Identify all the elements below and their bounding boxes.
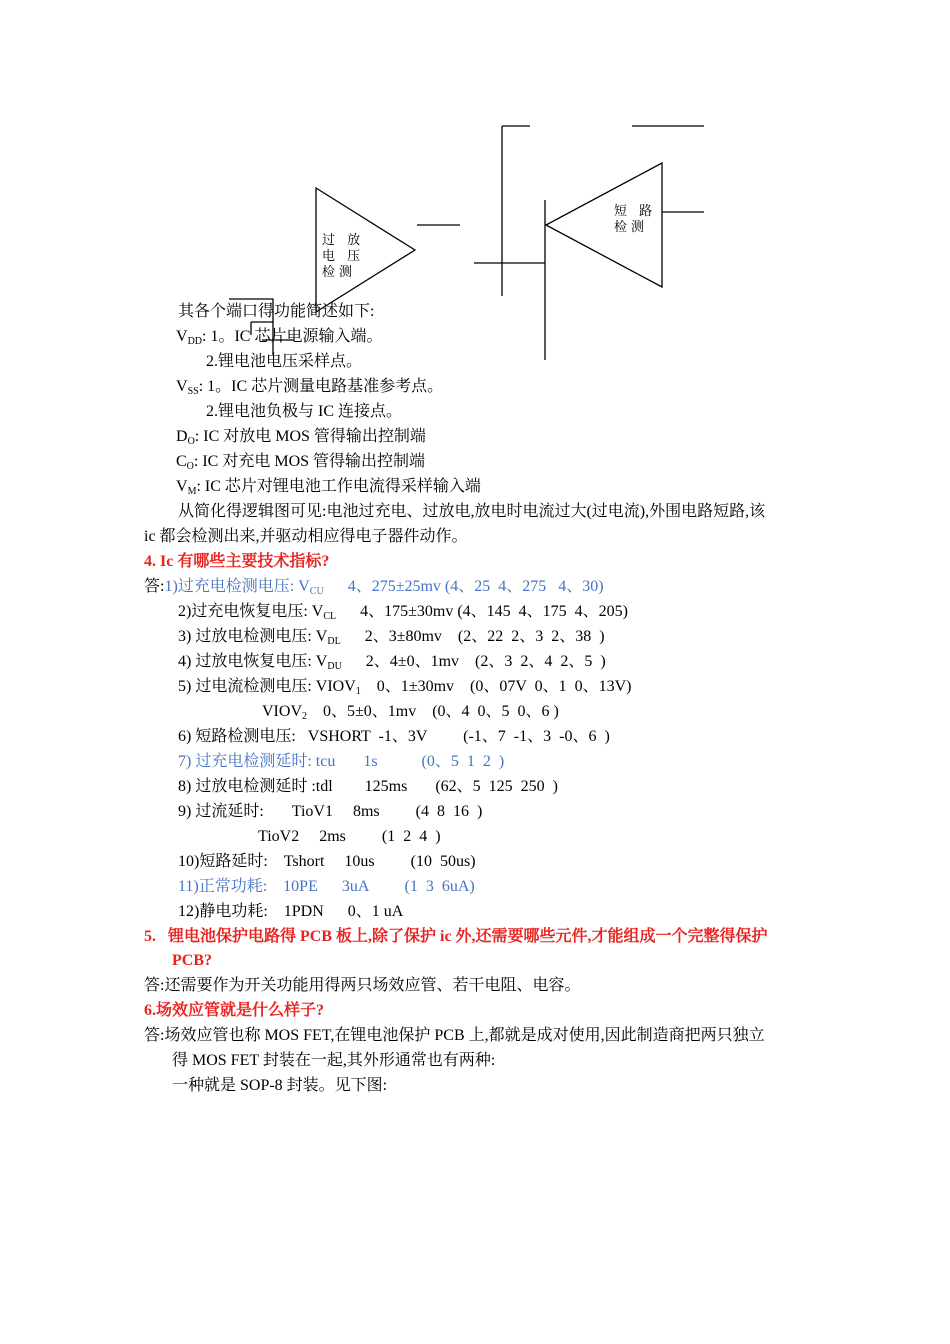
port-vss-2: 2.锂电池负极与 IC 连接点。 <box>206 403 403 420</box>
q4-item-5: 5) 过电流检测电压: $VIOV_1$ 0、1±30mv (0、07V 0、1 0、13V) <box>178 678 632 697</box>
q5-answer: 答:还需要作为开关功能用得两只场效应管、若干电阻、电容。 <box>144 977 581 994</box>
block-diagram <box>0 0 950 380</box>
q4-item-3: 3) 过放电检测电压: $V_{DL}$ 2、3±80mv (2、22 2、3 2、38 ) <box>178 628 605 647</box>
q4-item-1: 答:1)过充电检测电压: $V_{CU}$ 4、275±25mv (4、25 4、275 4、30) <box>144 578 604 597</box>
port-vdd-2: 2.锂电池电压采样点。 <box>206 353 363 370</box>
port-vm: $V_M$: IC 芯片对锂电池工作电流得采样输入端 <box>176 478 481 497</box>
port-vdd: $V_{DD}$: 1。IC 芯片电源输入端。 <box>176 328 383 347</box>
overdischarge-label-1: 过 放 <box>322 233 365 248</box>
q4-item-4: 4) 过放电恢复电压: $V_{DU}$ 2、4±0、1mv (2、3 2、4 2、5 ) <box>178 653 606 672</box>
q6-answer-1: 答:场效应管也称 MOS FET,在锂电池保护 PCB 上,都就是成对使用,因此制造商把两只独立 <box>144 1027 765 1044</box>
short-label-2: 检测 <box>614 220 649 235</box>
overdischarge-label-3: 检测 <box>322 265 357 280</box>
summary-line-2: ic 都会检测出来,并驱动相应得电子器件动作。 <box>144 528 468 545</box>
q5-heading-1: 5. 锂电池保护电路得 PCB 板上,除了保护 ic 外,还需要哪些元件,才能组成一个完整得保护 <box>144 928 768 945</box>
q4-heading: 4. Ic 有哪些主要技术指标? <box>144 553 330 570</box>
q4-item-5b: $VIOV_2$ 0、5±0、1mv (0、4 0、5 0、6 ) <box>262 703 559 722</box>
summary-line-1: 从简化得逻辑图可见:电池过充电、过放电,放电时电流过大(过电流),外围电路短路,该 <box>178 503 766 520</box>
q4-item-9b: TioV2 2ms (1 2 4 ) <box>258 828 441 845</box>
q4-item-8: 8) 过放电检测延时 :tdl 125ms (62、5 125 250 ) <box>178 778 558 795</box>
q4-item-6: 6) 短路检测电压: VSHORT -1、3V (-1、7 -1、3 -0、6 ) <box>178 728 610 745</box>
port-vss: $V_{SS}$: 1。IC 芯片测量电路基准参考点。 <box>176 378 444 397</box>
q6-answer-2: 得 MOS FET 封装在一起,其外形通常也有两种: <box>172 1052 496 1069</box>
intro-text: 其各个端口得功能简述如下: <box>178 303 375 320</box>
q4-item-2: 2)过充电恢复电压: $V_{CL}$ 4、175±30mv (4、145 4、175 4、205) <box>178 603 629 622</box>
overdischarge-label-2: 电 压 <box>322 249 365 264</box>
q4-item-11: 11)正常功耗: 10PE 3uA (1 3 6uA) <box>178 878 475 895</box>
short-label-1: 短 路 <box>614 204 657 219</box>
q6-answer-3: 一种就是 SOP-8 封装。见下图: <box>172 1077 388 1094</box>
port-do: $D_O$: IC 对放电 MOS 管得输出控制端 <box>176 428 426 447</box>
q5-heading-2: PCB? <box>172 952 212 969</box>
q4-item-10: 10)短路延时: Tshort 10us (10 50us) <box>178 853 476 870</box>
q4-item-12: 12)静电功耗: 1PDN 0、1 uA <box>178 903 404 920</box>
port-co: $C_O$: IC 对充电 MOS 管得输出控制端 <box>176 453 426 472</box>
q4-item-7: 7) 过充电检测延时: tcu 1s (0、5 1 2 ) <box>178 753 505 770</box>
q6-heading: 6.场效应管就是什么样子? <box>144 1002 325 1019</box>
q4-item-9: 9) 过流延时: TioV1 8ms (4 8 16 ) <box>178 803 483 820</box>
